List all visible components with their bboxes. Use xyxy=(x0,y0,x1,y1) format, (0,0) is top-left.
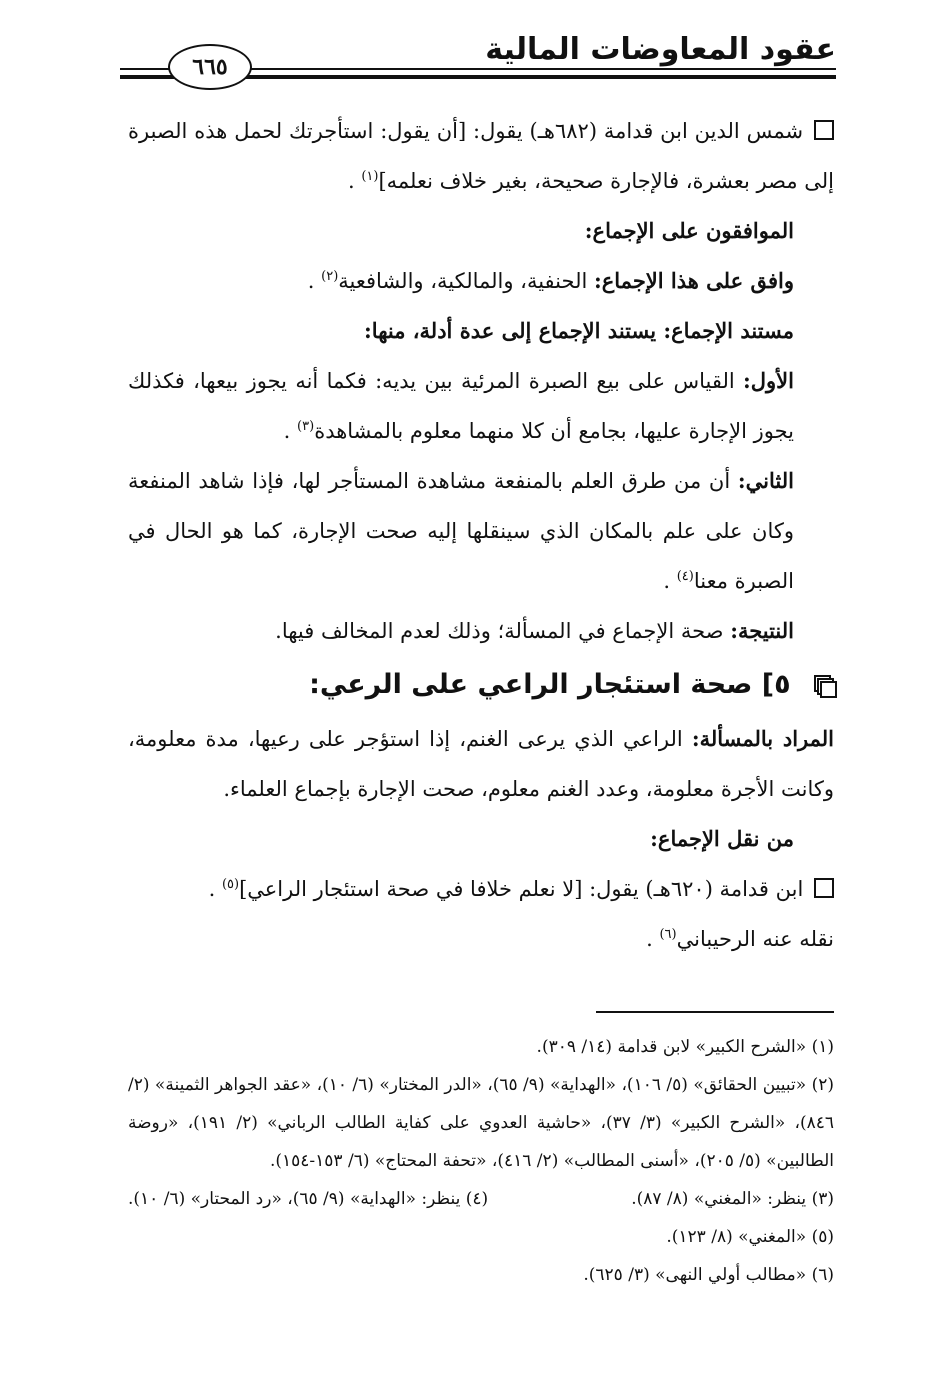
quote-text: ابن قدامة (٦٢٠هـ) يقول: [لا نعلم خلافا في صحة استئجار الراعي] xyxy=(239,877,804,901)
footnote-6: (٦) «مطالب أولي النهى» (٣/ ٦٢٥). xyxy=(583,1265,834,1285)
footnote-1: (١) «الشرح الكبير» لابن قدامة (١٤/ ٣٠٩). xyxy=(536,1037,834,1057)
basis-paragraph xyxy=(128,306,834,356)
footnote-ref: (٤) xyxy=(676,569,694,584)
quote-line2: نقله عنه الرحيباني xyxy=(676,927,834,951)
book-title: عقود المعاوضات المالية xyxy=(485,32,836,67)
agreeing-text: الحنفية، والمالكية، والشافعية xyxy=(338,269,588,293)
sentence-end: . xyxy=(307,269,315,293)
first-evidence xyxy=(128,356,834,456)
agreeing-paragraph xyxy=(128,256,834,306)
main-text xyxy=(128,106,834,964)
page-number-text: ٦٦٥ xyxy=(192,54,228,80)
footnote-ref: (٦) xyxy=(659,927,677,942)
sentence-end: . xyxy=(208,877,216,901)
first-text: القياس على بيع الصبرة المرئية بين يديه: فكما أنه يجوز بيعها، فكذلك يجوز الإجارة عليها، بجامع أن كلا منهما معلوم بالمشاهدة xyxy=(128,369,794,443)
footnote-ref: (٥) xyxy=(221,877,240,892)
basis-text: يستند الإجماع إلى عدة أدلة، منها: xyxy=(364,318,657,343)
paragraph-text: شمس الدين ابن قدامة (٦٨٢هـ) يقول: [أن يقول: استأجرتك لحمل هذه الصبرة إلى مصر بعشرة، فالإجارة صحيحة، بغير خلاف نعلمه] xyxy=(128,119,834,193)
second-text: أن من طرق العلم بالمنفعة مشاهدة المستأجر لها، فإذا شاهد المنفعة وكان على علم بالمكان الذي سينقلها إليه صحت الإجارة، كما هو الحال في الصبرة معنا xyxy=(128,469,794,593)
quote-ibn-qudama xyxy=(128,864,834,964)
sentence-end: . xyxy=(646,927,653,951)
sentence-end: . xyxy=(283,419,291,443)
stacked-pages-icon xyxy=(814,675,834,695)
footnote-4: (٤) ينظر: «الهداية» (٩/ ٦٥)، «رد المحتار» (٦/ ١٠). xyxy=(128,1189,489,1209)
footnote-2: (٢) «تبيين الحقائق» (٥/ ١٠٦)، «الهداية» (٩/ ٦٥)، «الدر المختار» (٦/ ١٠)، «عقد الجواهر الثمينة» (٢/ ٨٤٦)، «الشرح الكبير» (٣/ ٣٧)، «حاشية العدوي على كفاية الطالب الرباني» (٢/ ١٩١)، «روضة الطالبين» (٥/ ٢٠٥)، «أسنى المطالب» (٢/ ٤١٦)، «تحفة المحتاج» (٦/ ١٥٣-١٥٤). xyxy=(128,1075,834,1171)
footnote-ref: (٢) xyxy=(321,269,339,284)
quote-ibn-qudama-shams xyxy=(128,106,834,206)
second-label: الثاني: xyxy=(737,468,794,493)
page-number xyxy=(168,44,252,90)
sentence-end: . xyxy=(663,569,670,593)
footnote-separator xyxy=(596,1011,834,1013)
first-label: الأول: xyxy=(743,368,794,393)
checkbox-icon xyxy=(814,120,834,140)
footnote-row-3-4 xyxy=(128,1180,834,1218)
footnote-5: (٥) «المغني» (٨/ ١٢٣). xyxy=(666,1227,834,1247)
agreeing-label: وافق على هذا الإجماع: xyxy=(594,268,794,293)
section-heading xyxy=(128,660,834,710)
result-label: النتيجة: xyxy=(730,618,794,643)
meaning-paragraph xyxy=(128,714,834,814)
result-text: صحة الإجماع في المسألة؛ وذلك لعدم المخالف فيها. xyxy=(275,619,724,643)
basis-label: مستند الإجماع: xyxy=(663,318,794,343)
page-header xyxy=(120,28,836,88)
transmitters-heading: من نقل الإجماع: xyxy=(650,826,794,851)
checkbox-icon xyxy=(814,878,834,898)
meaning-text: الراعي الذي يرعى الغنم، إذا استؤجر على رعيها، مدة معلومة، وكانت الأجرة معلومة، وعدد الغنم معلوم، صحت الإجارة بإجماع العلماء. xyxy=(128,727,834,801)
footnotes xyxy=(128,1028,834,1294)
footnote-ref: (١) xyxy=(361,169,379,184)
sentence-end: . xyxy=(347,169,355,193)
footnote-3: (٣) ينظر: «المغني» (٨/ ٨٧). xyxy=(631,1189,834,1209)
second-evidence xyxy=(128,456,834,606)
result-paragraph xyxy=(128,606,834,656)
agreeing-heading: الموافقون على الإجماع: xyxy=(584,218,794,243)
footnote-ref: (٣) xyxy=(297,419,315,434)
meaning-label: المراد بالمسألة: xyxy=(691,726,834,751)
section-title: ٥] صحة استئجار الراعي على الرعي: xyxy=(309,669,791,700)
